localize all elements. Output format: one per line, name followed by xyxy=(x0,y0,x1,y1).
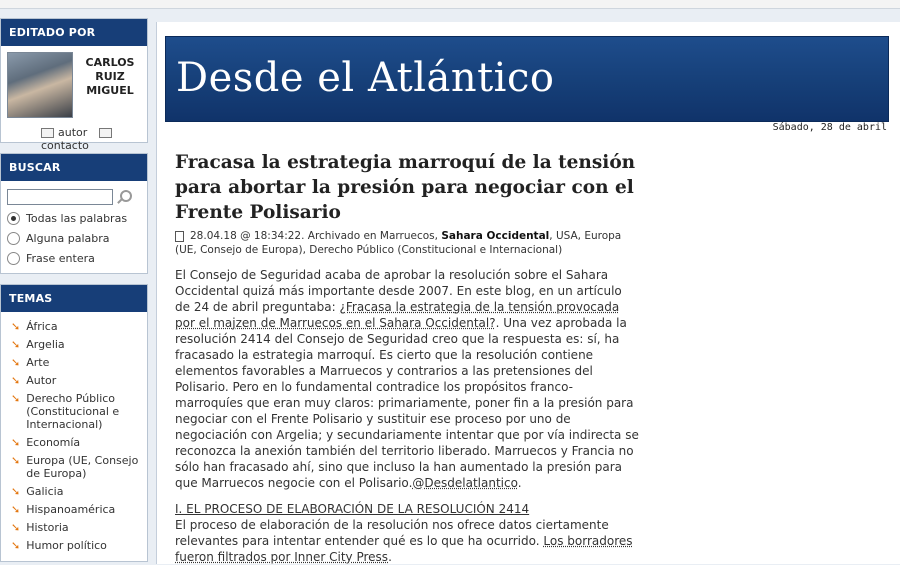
blog-title: Desde el Atlántico xyxy=(176,55,555,101)
author-name xyxy=(77,56,143,98)
tema-economia[interactable] xyxy=(11,436,141,449)
option-alguna[interactable] xyxy=(7,232,141,245)
temas-list xyxy=(1,312,147,561)
sidebar xyxy=(0,18,148,562)
tema-label: Derecho Público (Constitucional e Internacional) xyxy=(26,392,120,431)
search-form xyxy=(1,181,147,273)
current-date: Sábado, 28 de abril xyxy=(772,122,887,133)
arrow-bullet-icon: ➘ xyxy=(11,503,21,516)
radio-frase[interactable] xyxy=(7,252,20,265)
tema-label: Historia xyxy=(26,521,69,534)
tema-hispanoamerica[interactable] xyxy=(11,503,141,516)
tema-label: Humor político xyxy=(26,539,107,552)
arrow-bullet-icon: ➘ xyxy=(11,454,21,467)
option-frase[interactable] xyxy=(7,252,141,265)
editado-por-header: EDITADO POR xyxy=(1,19,147,46)
tema-humor-politico[interactable] xyxy=(11,539,141,552)
tema-historia[interactable] xyxy=(11,521,141,534)
arrow-bullet-icon: ➘ xyxy=(11,436,21,449)
temas-box xyxy=(0,284,148,562)
tema-label: Arte xyxy=(26,356,50,369)
arrow-bullet-icon: ➘ xyxy=(11,374,21,387)
paragraph-end: . xyxy=(517,476,522,490)
section-1 xyxy=(175,501,640,565)
arrow-bullet-icon: ➘ xyxy=(11,521,21,534)
section-end: . xyxy=(388,550,392,564)
section-heading: I. EL PROCESO DE ELABORACIÓN DE LA RESOLUCIÓN 2414 xyxy=(175,502,530,516)
tema-label: Autor xyxy=(26,374,57,387)
autor-link[interactable] xyxy=(41,126,91,139)
tema-label: Galicia xyxy=(26,485,64,498)
section-text: El proceso de elaboración de la resolución nos ofrece datos ciertamente relevantes para intentar entender qué es lo que ha ocurrido. xyxy=(175,518,609,548)
tema-label: Economía xyxy=(26,436,81,449)
author-photo[interactable] xyxy=(7,52,73,118)
article-meta xyxy=(175,229,640,257)
categories-rest[interactable]: , USA, Europa (UE, Consejo de Europa), Derecho Público (Constitucional e Internacional) xyxy=(175,230,622,256)
category-sahara-occidental[interactable]: Sahara Occidental xyxy=(441,230,550,242)
article xyxy=(175,150,640,565)
document-icon xyxy=(175,231,184,242)
arrow-bullet-icon: ➘ xyxy=(11,320,21,333)
tema-europa[interactable] xyxy=(11,454,141,480)
previous-article-link[interactable]: ¿Fracasa la estrategia de la tensión provocada por el majzen de Marruecos en el Sahara Occidental? xyxy=(175,300,620,330)
tema-galicia[interactable] xyxy=(11,485,141,498)
search-input[interactable] xyxy=(7,189,113,205)
tema-label: África xyxy=(26,320,58,333)
contacto-link-label: contacto xyxy=(41,139,89,152)
author-card xyxy=(1,46,147,152)
tema-label: Europa (UE, Consejo de Europa) xyxy=(26,454,139,480)
meta-separator: , xyxy=(434,230,442,242)
autor-link-label: autor xyxy=(58,126,88,139)
buscar-box xyxy=(0,153,148,274)
arrow-bullet-icon: ➘ xyxy=(11,392,21,405)
paragraph-text: . Una vez aprobada la resolución 2414 del Consejo de Seguridad creo que la respuesta es: sí, ha fracasado la estrategia marroquí. Es cierto que la resolución contiene elementos favorables a Marruecos y contrarios a las pretensiones del Polisario. Pero en lo fundamental contradice los propósitos franco-marroquíes que eran muy claros: primariamente, poner fin a la presión para negociar con el Frente Polisario y sustituir ese proceso por uno de negociación con Argelia; y secundariamente intentar que por vía indirecta se reconozca la anexión también del territorio liberado. Marruecos y Francia no sólo han fracasado ahí, sino que incluso la han aumentado la presión para que Marruecos negocie con el Polisario. xyxy=(175,316,639,490)
tema-label: Argelia xyxy=(26,338,65,351)
option-alguna-label: Alguna palabra xyxy=(26,232,110,245)
article-title[interactable]: Fracasa la estrategia marroquí de la tensión para abortar la presión para negociar con el Frente Polisario xyxy=(175,152,636,223)
blog-banner[interactable] xyxy=(165,36,889,122)
browser-top-strip xyxy=(0,0,900,9)
option-todas-label: Todas las palabras xyxy=(26,212,128,225)
arrow-bullet-icon: ➘ xyxy=(11,338,21,351)
arrow-bullet-icon: ➘ xyxy=(11,485,21,498)
radio-todas-selected[interactable] xyxy=(7,212,20,225)
tema-derecho-publico[interactable] xyxy=(11,392,141,431)
profile-card-icon xyxy=(41,128,54,138)
author-name-line2: RUIZ xyxy=(95,70,125,83)
article-body xyxy=(175,267,640,491)
search-icon[interactable] xyxy=(117,190,131,204)
tema-label: Hispanoamérica xyxy=(26,503,116,516)
author-name-line3: MIGUEL xyxy=(86,84,134,97)
editado-por-box xyxy=(0,18,148,152)
paragraph-text: El Consejo de Seguridad acaba de aprobar la resolución sobre el Sahara Occidental quizá más importante desde 2007. En este blog, en un artículo de 24 de abril preguntaba: xyxy=(175,268,622,314)
category-marruecos[interactable]: Marruecos xyxy=(379,230,435,242)
inner-city-press-link[interactable]: Los borradores fueron filtrados por Inner City Press xyxy=(175,534,633,564)
radio-alguna[interactable] xyxy=(7,232,20,245)
tema-argelia[interactable] xyxy=(11,338,141,351)
mail-icon xyxy=(99,128,112,138)
tema-africa[interactable] xyxy=(11,320,141,333)
option-frase-label: Frase entera xyxy=(26,252,95,265)
tema-autor[interactable] xyxy=(11,374,141,387)
arrow-bullet-icon: ➘ xyxy=(11,356,21,369)
main-content xyxy=(156,22,900,564)
arrow-bullet-icon: ➘ xyxy=(11,539,21,552)
author-links xyxy=(41,126,147,152)
tema-arte[interactable] xyxy=(11,356,141,369)
search-row xyxy=(7,189,141,205)
post-date: 28.04.18 @ 18:34:22. Archivado en xyxy=(190,230,380,242)
author-name-line1: CARLOS xyxy=(85,56,135,69)
temas-header: TEMAS xyxy=(1,285,147,312)
option-todas[interactable] xyxy=(7,212,141,225)
twitter-handle-link[interactable]: @Desdelatlantico xyxy=(412,476,518,490)
buscar-header: BUSCAR xyxy=(1,154,147,181)
